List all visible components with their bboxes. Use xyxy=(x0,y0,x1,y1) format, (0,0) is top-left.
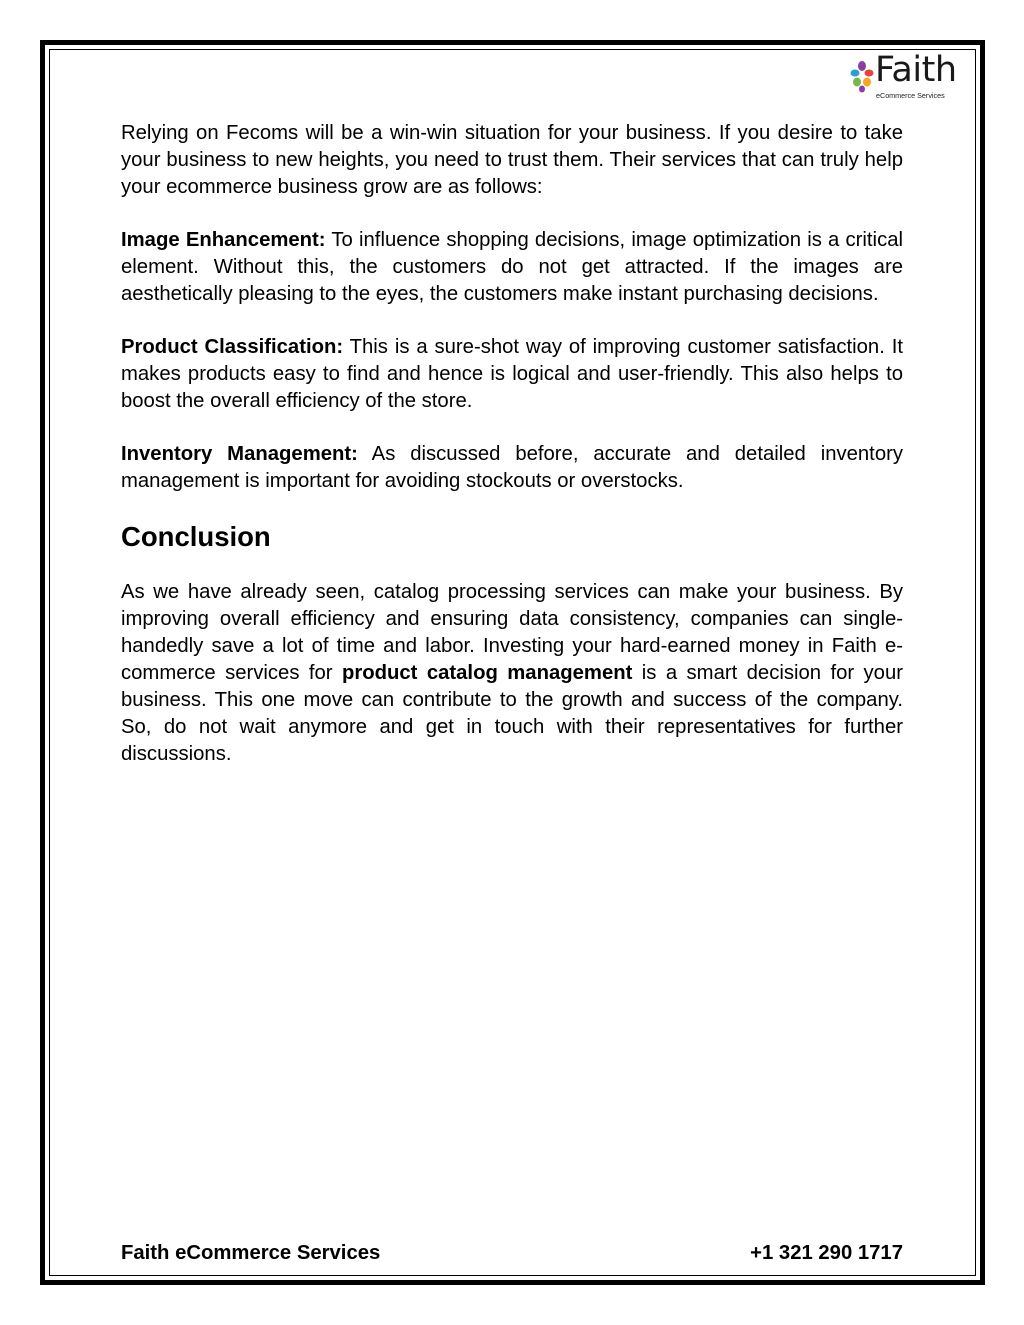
service-inventory-management xyxy=(121,441,903,495)
service-term: Image Enhancement: xyxy=(121,229,326,251)
conclusion-paragraph xyxy=(121,579,903,768)
logo-wordmark: Faith xyxy=(875,50,957,90)
flower-logo-icon xyxy=(850,60,874,94)
conclusion-text-after: is a smart decision for your business. This one move can contribute to the growth and success of the company. So, do not wait anymore and get in touch with their representatives for further discussions. xyxy=(121,662,903,765)
service-text: As discussed before, accurate and detailed inventory management is important for avoiding stockouts or overstocks. xyxy=(121,443,903,492)
footer-company: Faith eCommerce Services xyxy=(121,1242,381,1264)
conclusion-heading: Conclusion xyxy=(121,521,271,552)
logo-tagline: eCommerce Services xyxy=(876,91,945,100)
service-term: Product Classification: xyxy=(121,336,344,358)
footer-phone: +1 321 290 1717 xyxy=(750,1242,903,1264)
faith-logo xyxy=(850,50,965,104)
document-body xyxy=(121,120,903,794)
service-image-enhancement xyxy=(121,227,903,308)
intro-paragraph: Relying on Fecoms will be a win-win situation for your business. If you desire to take your business to new heights, you need to trust them. Their services that can truly help your ecommerce business grow are as follows: xyxy=(121,122,903,198)
service-product-classification xyxy=(121,334,903,415)
conclusion-text-before: As we have already seen, catalog processing services can make your business. By improving overall efficiency and ensuring data consistency, companies can single-handedly save a lot of time and labor. Investing your hard-earned money in Faith e-commerce services for xyxy=(121,581,903,684)
service-text: This is a sure-shot way of improving customer satisfaction. It makes products easy to find and hence is logical and user-friendly. This also helps to boost the overall efficiency of the store. xyxy=(121,336,903,412)
conclusion-bold-phrase: product catalog management xyxy=(341,662,633,684)
service-term: Inventory Management: xyxy=(121,443,358,465)
service-text: To influence shopping decisions, image optimization is a critical element. Without this, the customers do not get attracted. If the images are aesthetically pleasing to the eyes, the customers make instant purchasing decisions. xyxy=(121,229,903,305)
